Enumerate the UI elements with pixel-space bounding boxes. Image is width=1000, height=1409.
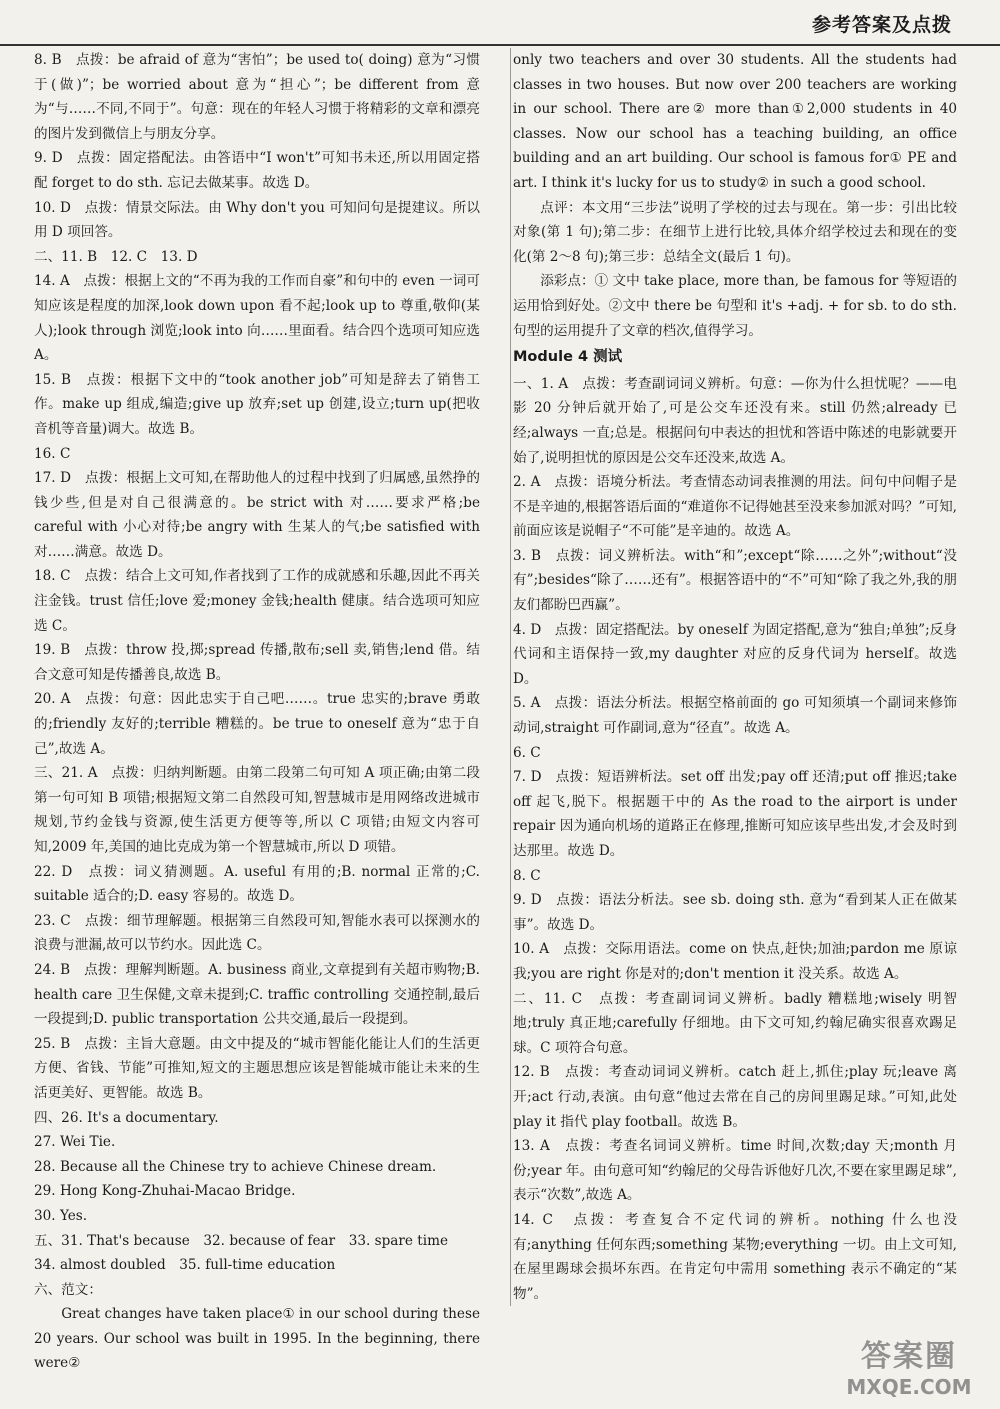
answer-item: 6. C bbox=[513, 744, 541, 761]
answer-item: 四、26. It's a documentary. bbox=[34, 1109, 219, 1126]
answer-item: 三、21. A 点拨：归纳判断题。由第二段第二句可知 A 项正确;由第二段第一句可知 B 项错;根据短文第二自然段可知,智慧城市是用网络改进城市规划,节约金钱与资源,使生活更方便等等,所以 C 项错;由短文内容可知,2009 年,美国的迪比克成为第一个智慧城市,所以 D 项错。 bbox=[34, 765, 480, 855]
header-title: 参考答案及点拨 bbox=[811, 14, 952, 36]
page-header bbox=[0, 0, 1000, 46]
answer-item: 24. B 点拨：理解判断题。A. business 商业,文章提到有关超市购物;B. health care 卫生保健,文章未提到;C. traffic controlling 交通控制,最后一段提到;D. public transportation 公共交通,最后一段提到。 bbox=[34, 961, 480, 1028]
answer-item: 五、31. That's because 32. because of fear 33. spare time bbox=[34, 1232, 449, 1249]
watermark-text: 答案圈 bbox=[861, 1339, 957, 1374]
answer-item: 14. C 点拨：考查复合不定代词的辨析。nothing 什么也没有;anything 任何东西;something 某物;everything 一切。由上文可知,在屋里踢球会损坏东西。在肯定句中需用 something 表示不确定的“某物”。 bbox=[513, 1211, 957, 1302]
answer-item: 17. D 点拨：根据上文可知,在帮助他人的过程中找到了归属感,虽然挣的钱少些,但是对自己很满意的。be strict with 对……要求严格;be careful with 小心对待;be angry with 生某人的气;be satisfied with 对……满意。故选 D。 bbox=[34, 470, 480, 560]
site-watermark-logo bbox=[834, 1331, 984, 1401]
answer-item: 4. D 点拨：固定搭配法。by oneself 为固定搭配,意为“独自;单独”;反身代词和主语保持一致,my daughter 对应的反身代词为 herself。故选 D。 bbox=[513, 621, 957, 687]
answer-item: 29. Hong Kong-Zhuhai-Macao Bridge. bbox=[34, 1183, 296, 1200]
answer-item: 25. B 点拨：主旨大意题。由文中提及的“城市智能化能让人们的生活更方便、省钱、节能”可推知,短文的主题思想应该是智能城市能让未来的生活更美好、更智能。故选 B。 bbox=[34, 1035, 480, 1101]
answer-item: 16. C bbox=[34, 445, 71, 462]
answer-item: 8. C bbox=[513, 867, 541, 884]
answer-item: 22. D 点拨：词义猜测题。A. useful 有用的;B. normal 正常的;C. suitable 适合的;D. easy 容易的。故选 D。 bbox=[34, 863, 480, 905]
answer-item: 7. D 点拨：短语辨析法。set off 出发;pay off 还清;put off 推迟;take off 起飞,脱下。根据题干中的 As the road to the airport is under repair 因为通向机场的道路正在修理,推断可知应该早些出发,才会及时到达那里。故选 D。 bbox=[513, 769, 957, 859]
right-column-content bbox=[511, 48, 957, 1306]
left-column bbox=[34, 48, 480, 1376]
answer-item: 3. B 点拨：词义辨析法。with“和”;except“除……之外”;without“没有”;besides“除了……还有”。根据答语中的“不”可知“除了我之外,我的朋友们都盼巴西赢”。 bbox=[513, 547, 957, 614]
answer-item: only two teachers and over 30 students. All the students had classes in two houses. But now over 200 teachers are working in our school. There are② more than①2,000 students in 40 classes. Now our school has a teaching building, an office building and an art building. Our school is famous for① PE and art. I think it's lucky for us to study② in such a good school. bbox=[513, 52, 957, 191]
answer-item: 15. B 点拨：根据下文中的“took another job”可知是辞去了销售工作。make up 组成,编造;give up 放弃;set up 创建,设立;turn up(把收音机等音量)调大。故选 B。 bbox=[34, 371, 480, 437]
answer-item: 18. C 点拨：结合上文可知,作者找到了工作的成就感和乐趣,因此不再关注金钱。trust 信任;love 爱;money 金钱;health 健康。结合选项可知应选 C。 bbox=[34, 568, 480, 634]
answer-item: 28. Because all the Chinese try to achieve Chinese dream. bbox=[34, 1158, 437, 1175]
answer-item: Module 4 测试 bbox=[513, 349, 623, 366]
answer-item: 10. A 点拨：交际用语法。come on 快点,赶快;加油;pardon me 原谅我;you are right 你是对的;don't mention it 没关系。故选 A。 bbox=[513, 941, 957, 982]
answer-item: 20. A 点拨：句意：因此忠实于自己吧……。true 忠实的;brave 勇敢的;friendly 友好的;terrible 糟糕的。be true to oneself 意为“忠于自己”,故选 A。 bbox=[34, 691, 480, 757]
answer-item: 8. B 点拨：be afraid of 意为“害怕”；be used to( doing) 意为“习惯于(做)”；be worried about 意为“担心”；be different from 意为“与……不同,不同于”。句意：现在的年轻人习惯于将精彩的文章和漂亮的图片发到微信上与朋友分享。 bbox=[34, 52, 480, 142]
answer-item: 12. B 点拨：考查动词词义辨析。catch 赶上,抓住;play 玩;leave 离开;act 行动,表演。由句意“他过去常在自己的房间里踢足球。”可知,此处 play it 指代 play football。故选 B。 bbox=[513, 1064, 957, 1130]
answer-item: 5. A 点拨：语法分析法。根据空格前面的 go 可知须填一个副词来修饰动词,straight 可作副词,意为“径直”。故选 A。 bbox=[513, 695, 957, 737]
answer-item: 14. A 点拨：根据上文的“不再为我的工作而自豪”和句中的 even 一词可知应该是程度的加深,look down upon 看不起;look up to 尊重,敬仰(某人);look through 浏览;look into 向……里面看。结合四个选项可知应选 A。 bbox=[34, 273, 480, 364]
answer-item: 二、11. C 点拨：考查副词词义辨析。badly 糟糕地;wisely 明智地;truly 真正地;carefully 仔细地。由下文可知,约翰尼确实很喜欢踢足球。C 项符合句意。 bbox=[513, 990, 957, 1056]
answer-item: 9. D 点拨：固定搭配法。由答语中“I won't”可知书未还,所以用固定搭配 forget to do sth. 忘记去做某事。故选 D。 bbox=[34, 150, 480, 191]
answer-item: 二、11. B 12. C 13. D bbox=[34, 248, 198, 265]
answer-item: 30. Yes. bbox=[34, 1207, 88, 1224]
answer-item: Great changes have taken place① in our school during these 20 years. Our school was built in 1995. In the beginning, there were② bbox=[34, 1306, 480, 1372]
answer-item: 添彩点：① 文中 take place, more than, be famous for 等短语的运用恰到好处。②文中 there be 句型和 it's +adj. + for sb. to do sth. 句型的运用提升了文章的档次,值得学习。 bbox=[513, 273, 958, 339]
answer-item: 一、1. A 点拨：考查副词词义辨析。句意：—你为什么担忧呢？——电影 20 分钟后就开始了,可是公交车还没有来。still 仍然;already 已经;always 一直;总是。根据问句中表达的担忧和答语中陈述的电影就要开始了,说明担忧的原因是公交车还没来,故选 A。 bbox=[513, 375, 957, 466]
answer-item: 13. A 点拨：考查名词词义辨析。time 时间,次数;day 天;month 月份;year 年。由句意可知“约翰尼的父母告诉他好几次,不要在家里踢足球”,表示“次数”,故选 A。 bbox=[513, 1138, 957, 1204]
answer-item: 19. B 点拨：throw 投,掷;spread 传播,散布;sell 卖,销售;lend 借。结合文意可知是传播善良,故选 B。 bbox=[34, 642, 480, 683]
answer-item: 六、范文： bbox=[34, 1281, 102, 1298]
answer-item: 9. D 点拨：语法分析法。see sb. doing sth. 意为“看到某人正在做某事”。故选 D。 bbox=[513, 892, 957, 933]
answer-item: 23. C 点拨：细节理解题。根据第三自然段可知,智能水表可以探测水的浪费与泄漏,故可以节约水。因此选 C。 bbox=[34, 912, 480, 954]
answer-item: 10. D 点拨：情景交际法。由 Why don't you 可知问句是提建议。所以用 D 项回答。 bbox=[34, 199, 480, 241]
answer-item: 34. almost doubled 35. full-time education bbox=[34, 1257, 336, 1274]
watermark-url: MXQE.COM bbox=[846, 1375, 972, 1399]
answer-item: 2. A 点拨：语境分析法。考查情态动词表推测的用法。问句中问帽子是不是辛迪的,根据答语后面的“难道你不记得她甚至没来参加派对吗？”可知,前面应该是说帽子“不可能”是辛迪的。故选 A。 bbox=[513, 474, 957, 540]
answer-item: 点评：本文用“三步法”说明了学校的过去与现在。第一步：引出比较对象(第 1 句);第二步：在细节上进行比较,具体介绍学校过去和现在的变化(第 2～8 句);第三步：总结全文(最后 1 句)。 bbox=[513, 199, 957, 265]
right-column bbox=[510, 48, 957, 1306]
answer-item: 27. Wei Tie. bbox=[34, 1134, 116, 1151]
